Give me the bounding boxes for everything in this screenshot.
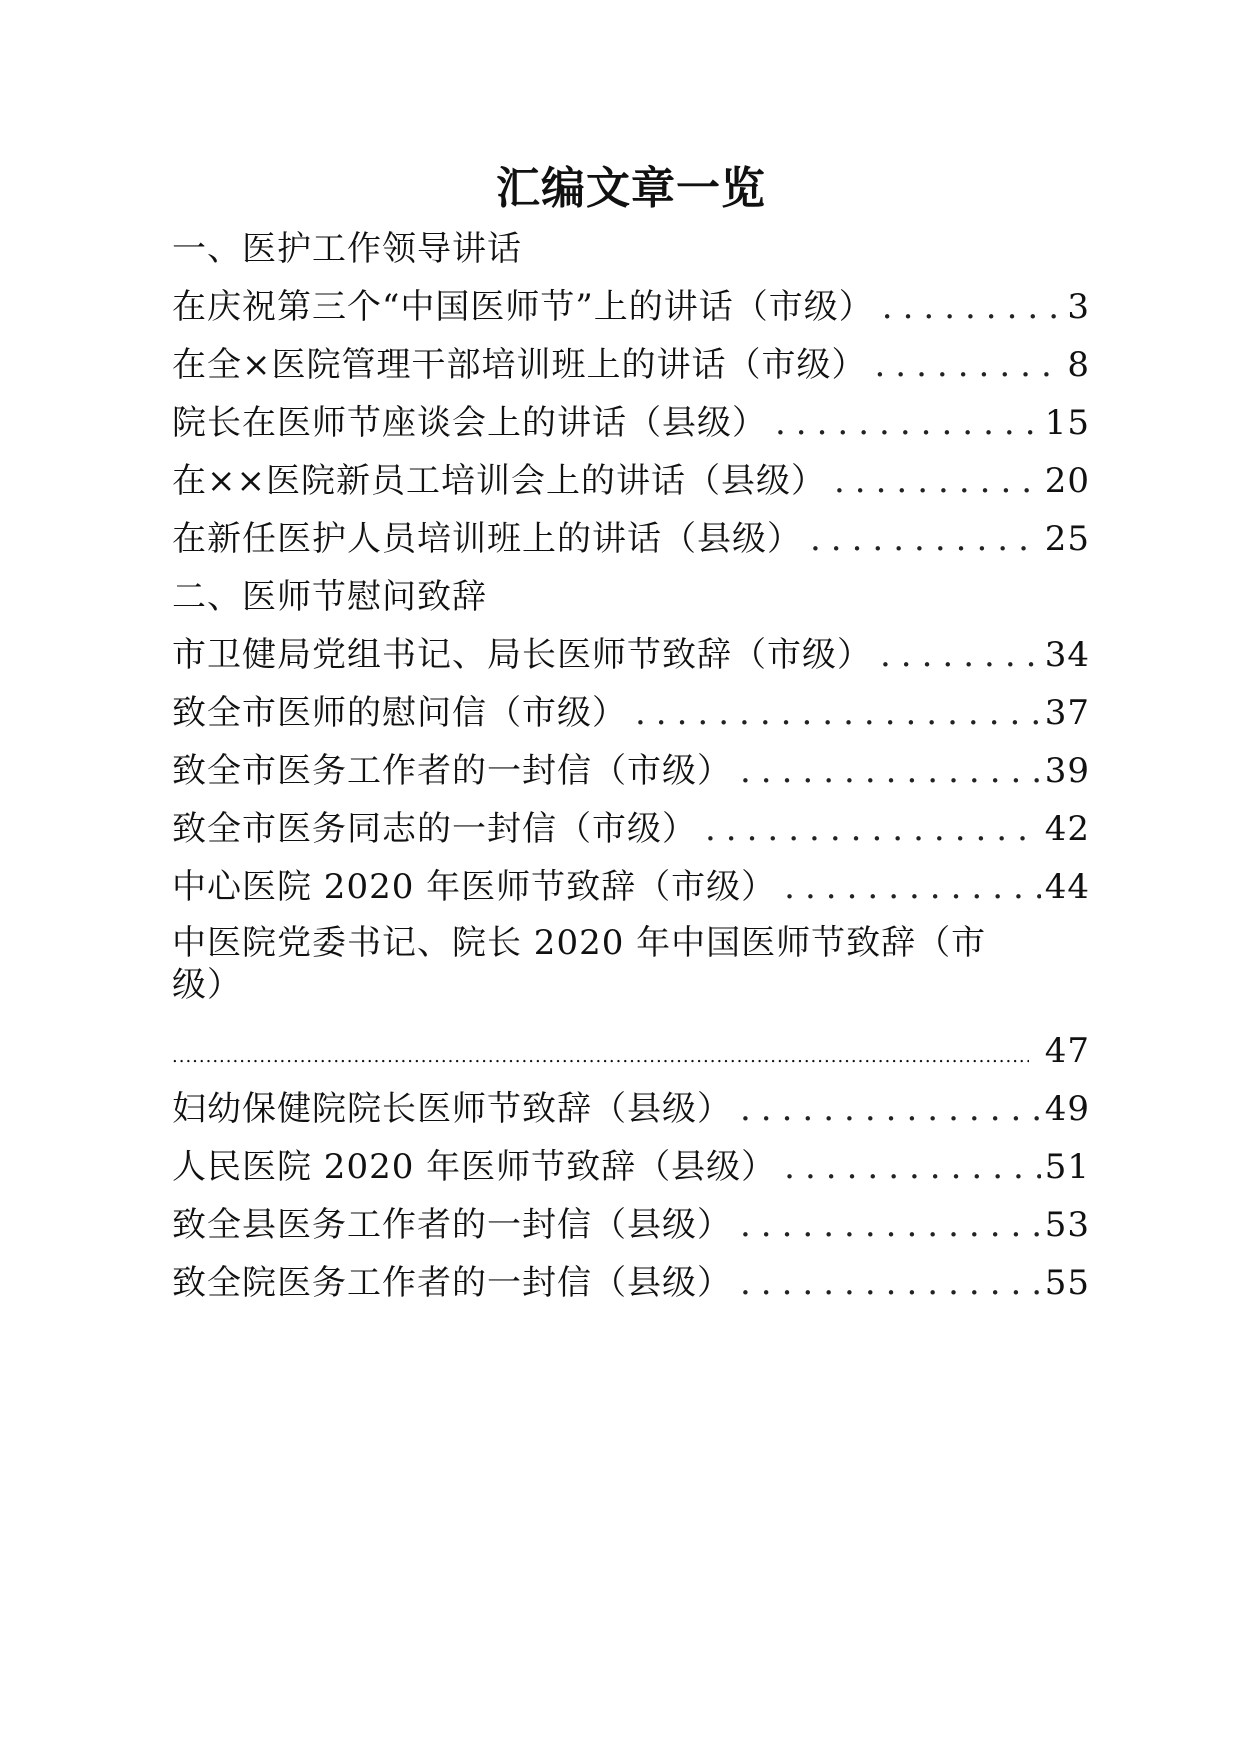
section-heading-1: 一、医护工作领导讲话	[172, 229, 522, 269]
toc-entry-label: 在新任医护人员培训班上的讲话（县级）	[172, 519, 802, 559]
dot-leader	[740, 1080, 1041, 1138]
toc-entry-label: 在庆祝第三个“中国医师节”上的讲话（市级）	[172, 287, 874, 327]
toc-entry[interactable]	[172, 858, 1090, 916]
toc-entry-leader-line	[172, 1022, 1090, 1080]
dot-leader	[834, 452, 1041, 510]
toc-entry[interactable]	[172, 1254, 1090, 1312]
toc-entry-page: 53	[1044, 1205, 1090, 1245]
toc-entry-label: 在全×医院管理干部培训班上的讲话（市级）	[172, 345, 867, 385]
dot-leader	[740, 1196, 1041, 1254]
dot-leader	[784, 858, 1041, 916]
toc-entry-page: 42	[1044, 809, 1090, 849]
toc-entry-page: 51	[1044, 1147, 1090, 1187]
dot-leader	[880, 626, 1041, 684]
toc-entry-label: 院长在医师节座谈会上的讲话（县级）	[172, 403, 767, 443]
toc-entry-page: 8	[1067, 345, 1090, 385]
toc-entry[interactable]	[172, 684, 1090, 742]
dot-leader	[172, 1028, 1029, 1086]
document-title: 汇编文章一览	[496, 163, 766, 214]
dot-leader	[740, 1254, 1041, 1312]
toc-entry-label: 在××医院新员工培训会上的讲话（县级）	[172, 461, 826, 501]
toc-entry[interactable]	[172, 510, 1090, 568]
toc-entry-label: 人民医院 2020 年医师节致辞（县级）	[172, 1147, 777, 1187]
toc-entry-page: 34	[1044, 635, 1090, 675]
toc-entry-label: 致全市医师的慰问信（市级）	[172, 693, 627, 733]
toc-entry-label: 致全市医务同志的一封信（市级）	[172, 809, 697, 849]
toc-entry-label: 致全市医务工作者的一封信（市级）	[172, 751, 732, 791]
toc-entry[interactable]	[172, 800, 1090, 858]
toc-entry[interactable]	[172, 336, 1090, 394]
toc-entry[interactable]	[172, 742, 1090, 800]
dot-leader	[875, 336, 1064, 394]
toc-entry[interactable]	[172, 278, 1090, 336]
toc-entry[interactable]	[172, 626, 1090, 684]
toc-entry-label: 妇幼保健院院长医师节致辞（县级）	[172, 1089, 732, 1129]
dot-leader	[740, 742, 1041, 800]
toc-entry[interactable]	[172, 1196, 1090, 1254]
toc-entry[interactable]	[172, 452, 1090, 510]
toc-entry-page: 44	[1044, 867, 1090, 907]
dot-leader	[784, 1138, 1041, 1196]
dot-leader	[882, 278, 1064, 336]
dot-leader	[705, 800, 1041, 858]
toc-entry-label: 中医院党委书记、院长 2020 年中国医师节致辞（市级）	[172, 923, 987, 1005]
toc-entry[interactable]	[172, 394, 1090, 452]
dot-leader	[810, 510, 1041, 568]
toc-entry-page: 55	[1044, 1263, 1090, 1303]
toc-entry-page: 15	[1044, 403, 1090, 443]
section-heading-2: 二、医师节慰问致辞	[172, 577, 487, 617]
toc-entry[interactable]	[172, 1138, 1090, 1196]
dot-leader	[635, 684, 1041, 742]
toc-entry-page: 47	[1044, 1031, 1090, 1071]
toc-entry-label: 致全院医务工作者的一封信（县级）	[172, 1263, 732, 1303]
toc-entry-label: 致全县医务工作者的一封信（县级）	[172, 1205, 732, 1245]
toc-entry-label: 市卫健局党组书记、局长医师节致辞（市级）	[172, 635, 872, 675]
toc-entry-page: 20	[1044, 461, 1090, 501]
toc-entry-wrapped[interactable]	[172, 922, 1090, 1080]
toc-entry-label: 中心医院 2020 年医师节致辞（市级）	[172, 867, 777, 907]
toc-entry-page: 49	[1044, 1089, 1090, 1129]
toc-entry-page: 39	[1044, 751, 1090, 791]
toc-entry[interactable]	[172, 1080, 1090, 1138]
toc-entry-page: 3	[1067, 287, 1090, 327]
toc-entry-page: 25	[1044, 519, 1090, 559]
toc-entry-page: 37	[1044, 693, 1090, 733]
toc-page	[172, 160, 1090, 1312]
dot-leader	[775, 394, 1041, 452]
